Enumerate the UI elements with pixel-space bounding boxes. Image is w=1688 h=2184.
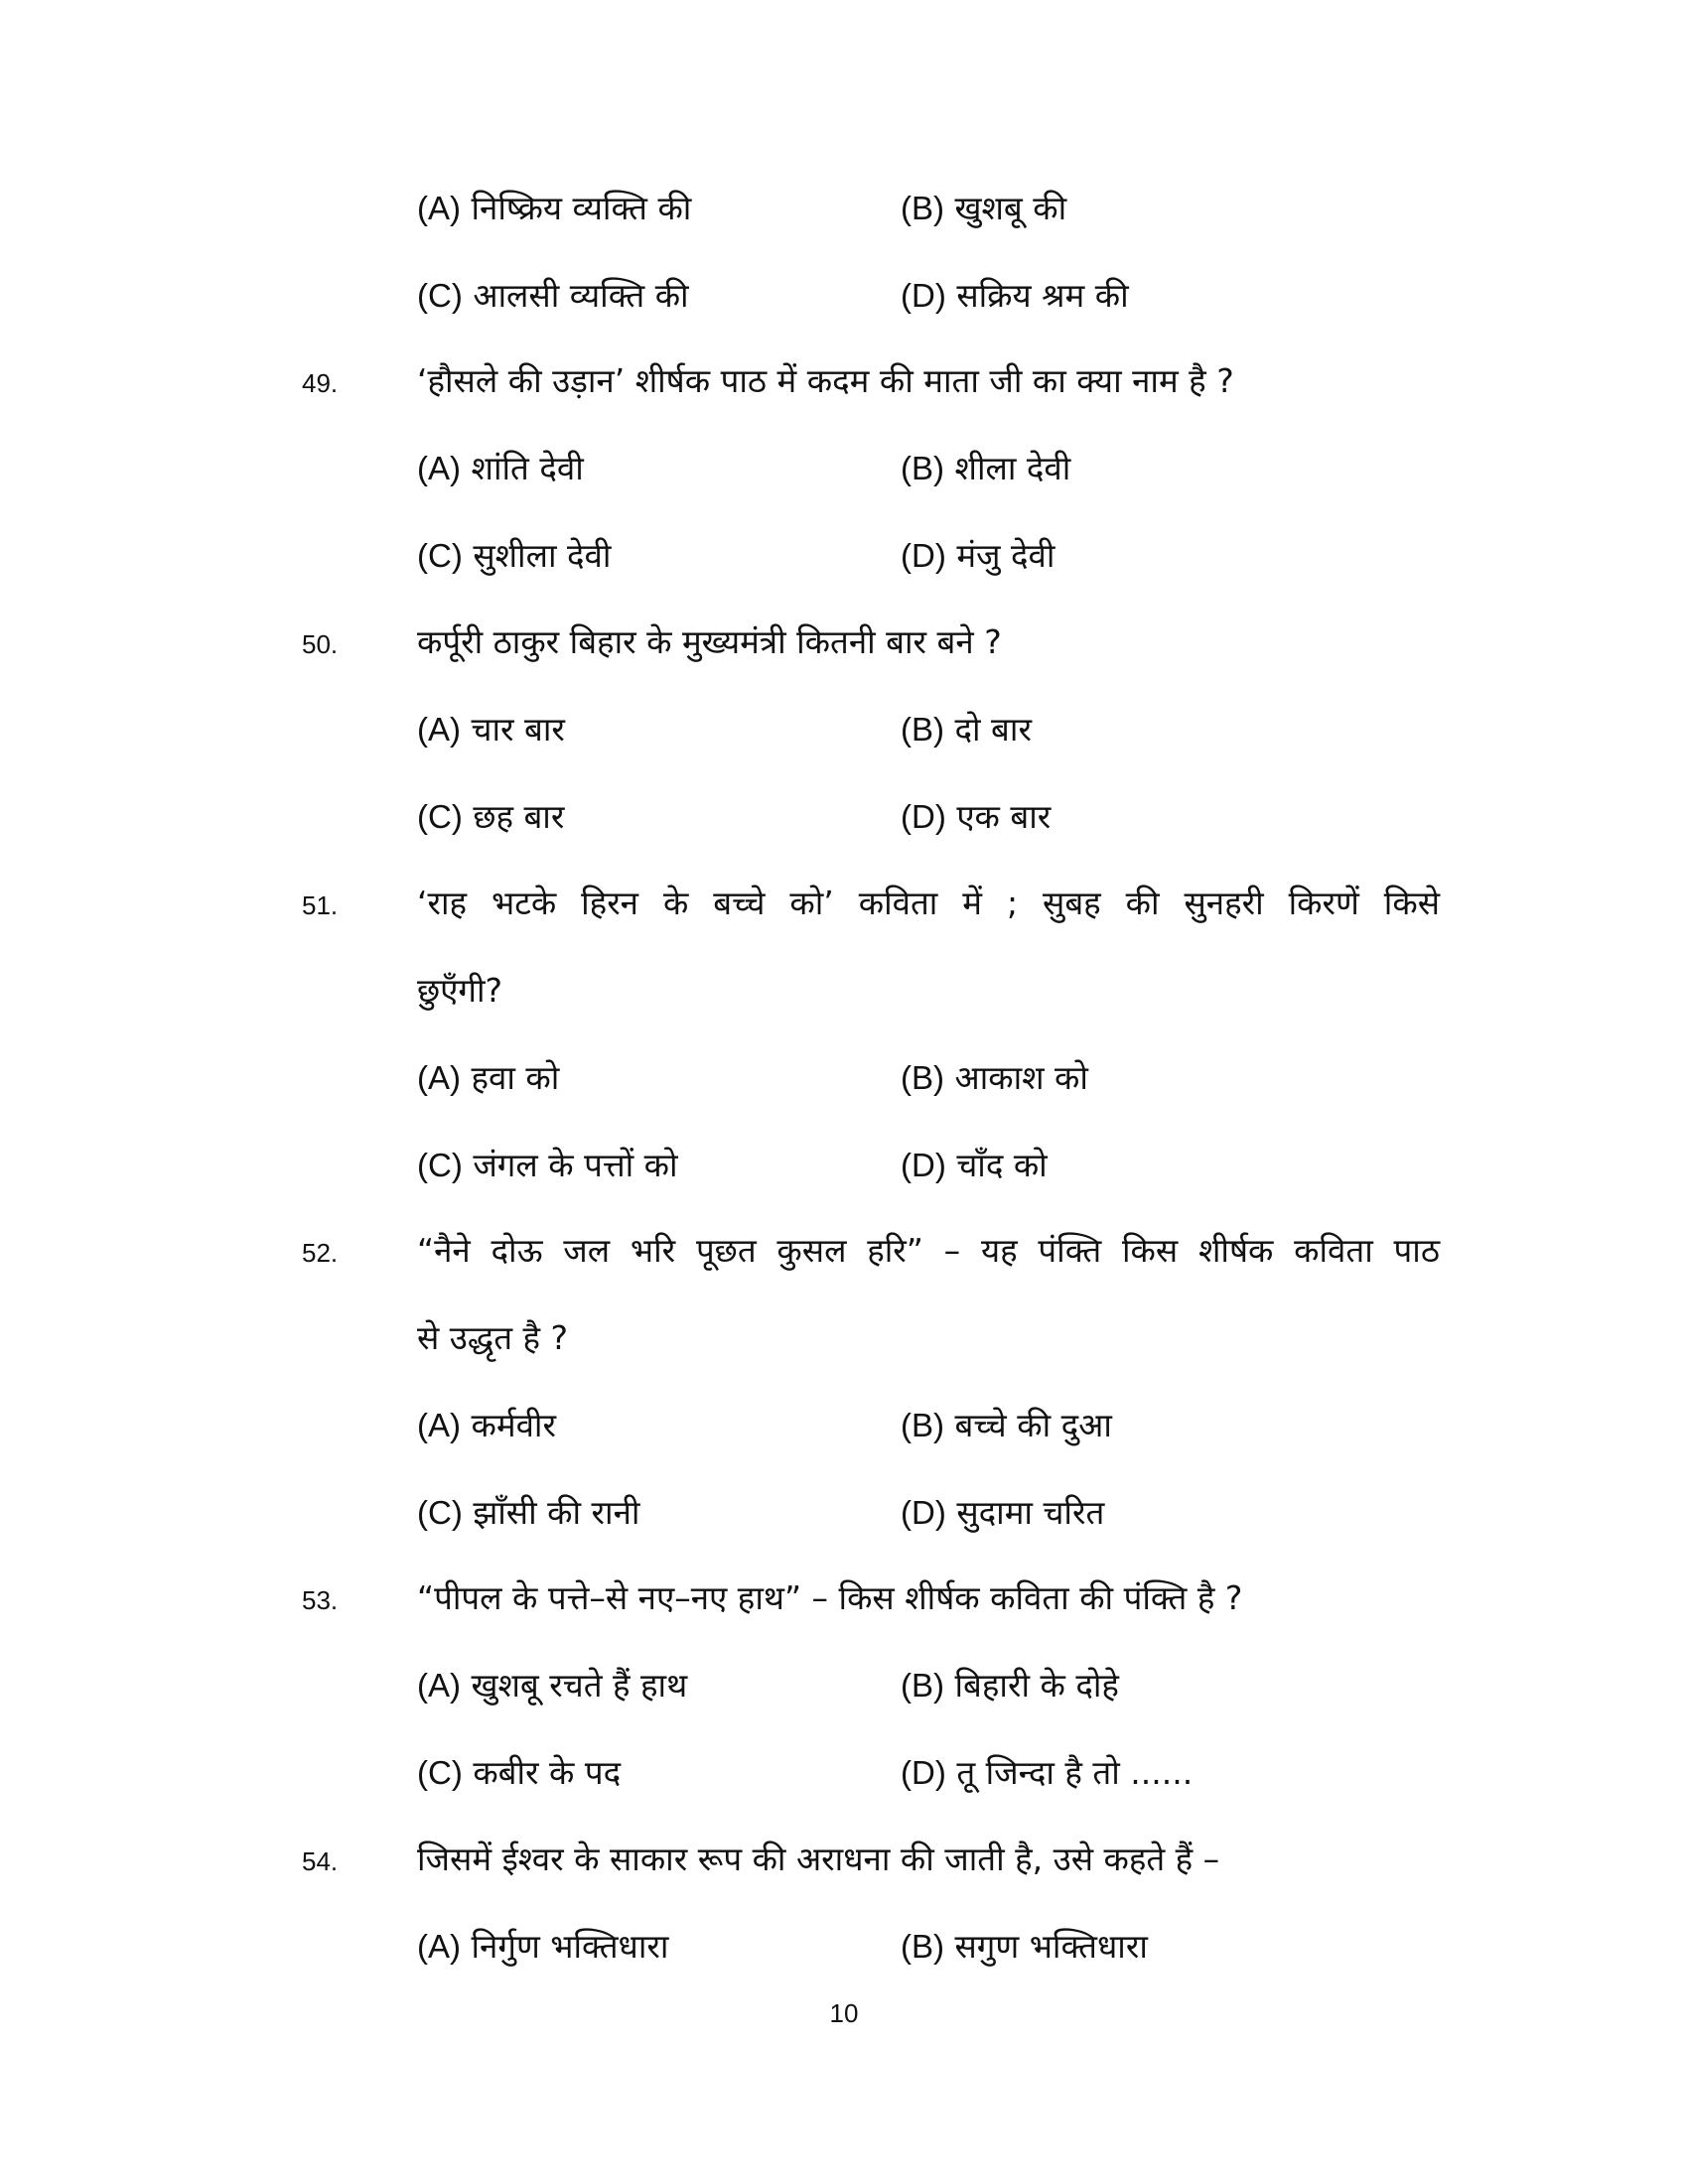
question-number: 49. bbox=[302, 368, 339, 398]
option-label: (B) bbox=[901, 190, 944, 226]
question-number: 50. bbox=[302, 629, 339, 659]
question-text-line: “नैने दोऊ जल भरि पूछत कुसल हरि” – यह पंक्ति किस शीर्षक कविता पाठ bbox=[417, 1231, 1440, 1270]
option-label: (D) bbox=[901, 798, 946, 835]
option-text: सुशीला देवी bbox=[473, 536, 612, 575]
option-b bbox=[901, 447, 1070, 490]
question-number: 52. bbox=[302, 1238, 339, 1268]
option-text: छह बार bbox=[473, 797, 565, 836]
question-text-line: छुएँगी? bbox=[417, 971, 503, 1010]
option-b bbox=[901, 1056, 1088, 1100]
option-text: निष्क्रिय व्यक्ति की bbox=[471, 189, 692, 227]
option-label: (B) bbox=[901, 450, 944, 486]
option-label: (C) bbox=[417, 1754, 463, 1791]
option-label: (A) bbox=[417, 1407, 461, 1443]
question-text: कर्पूरी ठाकुर बिहार के मुख्यमंत्री कितनी बार बने ? bbox=[417, 622, 1002, 661]
option-label: (C) bbox=[417, 277, 463, 314]
question-number: 51. bbox=[302, 890, 339, 920]
option-a bbox=[417, 447, 584, 490]
option-text: शीला देवी bbox=[954, 449, 1071, 487]
option-text: सगुण भक्तिधारा bbox=[954, 1927, 1148, 1966]
option-label: (B) bbox=[901, 711, 944, 748]
option-label: (A) bbox=[417, 190, 461, 226]
option-text: आकाश को bbox=[954, 1058, 1088, 1097]
option-text: एक बार bbox=[956, 797, 1052, 836]
option-c bbox=[417, 274, 689, 318]
option-label: (C) bbox=[417, 1147, 463, 1183]
page-number: 10 bbox=[829, 1998, 859, 2028]
option-text: बच्चे की दुआ bbox=[954, 1406, 1112, 1444]
option-c bbox=[417, 534, 611, 578]
option-label: (C) bbox=[417, 1494, 463, 1531]
option-b bbox=[901, 1925, 1148, 1969]
option-d bbox=[901, 1144, 1048, 1187]
option-label: (D) bbox=[901, 1494, 946, 1531]
option-c bbox=[417, 795, 564, 839]
option-text: चार बार bbox=[471, 710, 565, 749]
option-text: कर्मवीर bbox=[471, 1406, 556, 1444]
option-a bbox=[417, 1925, 668, 1969]
option-label: (C) bbox=[417, 798, 463, 835]
option-label: (A) bbox=[417, 711, 461, 748]
option-text: हवा को bbox=[471, 1058, 560, 1097]
option-a bbox=[417, 1664, 687, 1707]
option-d bbox=[901, 1751, 1193, 1795]
question-number: 54. bbox=[302, 1846, 339, 1876]
option-label: (D) bbox=[901, 1754, 946, 1791]
option-text: दो बार bbox=[954, 710, 1032, 749]
option-b bbox=[901, 708, 1032, 751]
option-text: आलसी व्यक्ति की bbox=[473, 276, 689, 315]
option-label: (A) bbox=[417, 1667, 461, 1704]
question-text-line: ‘राह भटके हिरन के बच्चे को’ कविता में ; सुबह की सुनहरी किरणें किसे bbox=[417, 884, 1440, 922]
option-a bbox=[417, 708, 565, 751]
option-text: बिहारी के दोहे bbox=[954, 1666, 1119, 1705]
option-text: तू जिन्दा है तो ...... bbox=[956, 1753, 1194, 1792]
option-text: चाँद को bbox=[956, 1146, 1048, 1184]
option-text: खुशबू रचते हैं हाथ bbox=[471, 1666, 688, 1705]
option-text: सुदामा चरित bbox=[956, 1493, 1105, 1532]
question-text: ‘हौसले की उड़ान’ शीर्षक पाठ में कदम की माता जी का क्या नाम है ? bbox=[417, 361, 1234, 400]
option-b bbox=[901, 1404, 1112, 1447]
option-text: जंगल के पत्तों को bbox=[473, 1146, 678, 1184]
option-label: (B) bbox=[901, 1928, 944, 1965]
option-label: (D) bbox=[901, 537, 946, 574]
option-d bbox=[901, 1491, 1104, 1535]
option-d bbox=[901, 274, 1129, 318]
question-text-line: से उद्धृत है ? bbox=[417, 1318, 569, 1357]
option-label: (B) bbox=[901, 1667, 944, 1704]
option-c bbox=[417, 1751, 621, 1795]
option-b bbox=[901, 1664, 1119, 1707]
option-label: (D) bbox=[901, 277, 946, 314]
option-text: शांति देवी bbox=[471, 449, 584, 487]
option-label: (B) bbox=[901, 1059, 944, 1096]
option-text: कबीर के पद bbox=[473, 1753, 622, 1792]
option-label: (A) bbox=[417, 1059, 461, 1096]
option-label: (A) bbox=[417, 1928, 461, 1965]
option-c bbox=[417, 1144, 678, 1187]
option-text: सक्रिय श्रम की bbox=[956, 276, 1129, 315]
option-text: मंजु देवी bbox=[956, 536, 1055, 575]
option-label: (A) bbox=[417, 450, 461, 486]
option-d bbox=[901, 795, 1051, 839]
option-label: (C) bbox=[417, 537, 463, 574]
option-a bbox=[417, 187, 691, 230]
option-d bbox=[901, 534, 1055, 578]
option-label: (D) bbox=[901, 1147, 946, 1183]
option-b bbox=[901, 187, 1066, 230]
option-c bbox=[417, 1491, 639, 1535]
option-a bbox=[417, 1056, 559, 1100]
option-a bbox=[417, 1404, 556, 1447]
question-text: जिसमें ईश्वर के साकार रूप की अराधना की जाती है, उसे कहते हैं – bbox=[417, 1840, 1220, 1878]
option-text: खुशबू की bbox=[954, 189, 1067, 227]
option-text: झाँसी की रानी bbox=[473, 1493, 640, 1532]
option-text: निर्गुण भक्तिधारा bbox=[471, 1927, 669, 1966]
option-label: (B) bbox=[901, 1407, 944, 1443]
question-text: “पीपल के पत्ते–से नए–नए हाथ” – किस शीर्षक कविता की पंक्ति है ? bbox=[417, 1578, 1243, 1617]
question-number: 53. bbox=[302, 1585, 339, 1615]
